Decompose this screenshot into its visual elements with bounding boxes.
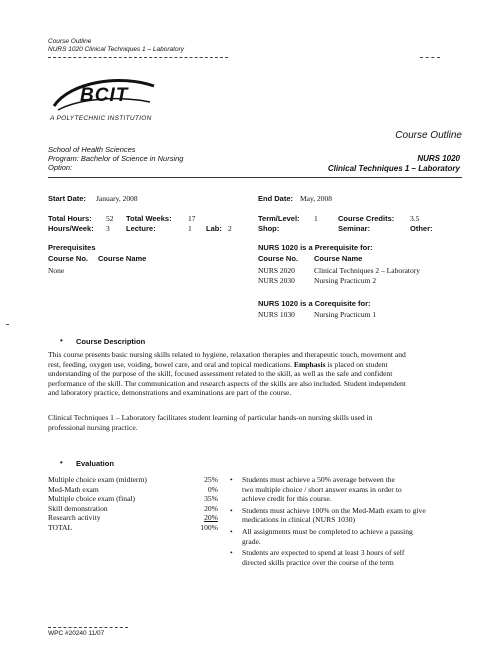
evaluation-item-value: 25% [204,475,218,484]
evaluation-item-value: 35% [204,494,218,504]
total-hours-label: Total Hours: [48,214,92,223]
description-line: Clinical Techniques 1 – Laboratory facilitates student learning of particular hands-on nursing skills used in [48,413,373,422]
margin-tick [6,324,9,325]
start-date-label: Start Date: [48,194,86,203]
lecture-label: Lecture: [126,224,156,233]
evaluation-total-label: TOTAL [48,522,73,532]
hours-week-label: Hours/Week: [48,224,94,233]
evaluation-item-label: Med-Math exam [48,484,99,494]
school-name: School of Health Sciences [48,145,136,154]
header-dash-rule [48,57,228,58]
start-date-value: January, 2008 [96,194,138,203]
prereq-for-course-name-header: Course Name [314,254,363,263]
prereq-for-row-name: Clinical Techniques 2 – Laboratory [314,266,420,275]
running-header-line2: NURS 1020 Clinical Techniques 1 – Laboratory [48,46,184,53]
prereq-for-row-name: Nursing Practicum 2 [314,276,377,285]
note-line: two multiple choice / short answer exams in order to [242,484,402,494]
bullet-icon: • [230,526,233,536]
running-header-line1: Course Outline [48,38,92,45]
bcit-logo [50,76,160,122]
evaluation-total-row [48,523,218,533]
prereq-course-name-header: Course Name [98,254,147,263]
evaluation-row [48,494,218,504]
document-type: Course Outline [395,130,462,141]
evaluation-heading: Evaluation [76,459,114,468]
emphasis-word: Emphasis [293,359,326,369]
prerequisites-heading: Prerequisites [48,243,96,252]
option-label: Option: [48,163,73,172]
term-level-value: 1 [314,214,318,223]
prereq-for-heading: NURS 1020 is a Prerequisite for: [258,243,373,252]
seminar-label: Seminar: [338,224,371,233]
note-item [230,506,470,525]
lab-label: Lab: [206,224,222,233]
description-line [48,360,468,370]
note-line: Students must achieve a 50% average between the [242,475,395,484]
prereq-course-no-header: Course No. [48,254,89,263]
bullet-icon: • [60,336,63,345]
note-item [230,475,470,504]
footer-dash-rule [48,627,128,628]
end-date-value: May, 2008 [300,194,333,203]
note-line: achieve credit for this course. [242,494,332,504]
course-credits-value: 3.5 [410,214,420,223]
note-line: Students are expected to spend at least 3 hours of self [242,548,405,558]
evaluation-item-value: 20% [204,503,218,513]
term-level-label: Term/Level: [258,214,300,223]
coreq-row-no: NURS 1030 [258,310,295,319]
description-line: professional nursing practice. [48,422,138,432]
description-line: and laboratory practice, demonstrations and examinations are part of the course. [48,388,292,398]
bullet-icon: • [230,548,233,558]
note-line: All assignments must be completed to achieve a passing [242,526,413,536]
prereq-for-row-no: NURS 2020 [258,266,295,275]
bcit-logo-text: BCIT [80,85,129,106]
lab-value: 2 [228,224,232,233]
course-code: NURS 1020 [417,154,460,163]
evaluation-item-label: Research activity [48,513,101,523]
evaluation-table [48,475,218,533]
shop-label: Shop: [258,224,280,233]
description-line: This course presents basic nursing skills related to hygiene, relaxation therapies and therapeutic touch, movement and [48,350,406,359]
description-line-text: rest, feeding, oxygen use, voiding, bowel care, and oral and topical medications. Emphasis is placed on student [48,359,388,369]
coreq-row-name: Nursing Practicum 1 [314,310,377,319]
description-paragraph-1 [48,350,468,398]
total-weeks-value: 17 [188,214,196,223]
prereq-for-row-no: NURS 2030 [258,276,295,285]
evaluation-item-label: Multiple choice exam (final) [48,494,136,504]
note-item [230,527,470,546]
evaluation-row [48,485,218,495]
evaluation-item-label: Multiple choice exam (midterm) [48,475,147,484]
evaluation-row [48,475,218,485]
evaluation-row [48,504,218,514]
lecture-value: 1 [188,224,192,233]
bcit-tagline: A POLYTECHNIC INSTITUTION [50,115,152,122]
course-credits-label: Course Credits: [338,214,395,223]
note-item [230,548,470,567]
evaluation-item-value: 20% [204,513,218,523]
evaluation-row [48,513,218,523]
note-line: grade. [242,536,261,546]
evaluation-notes [230,475,470,567]
other-label: Other: [410,224,433,233]
prereq-for-course-no-header: Course No. [258,254,299,263]
note-line: medications in clinical (NURS 1030) [242,515,356,525]
description-line: performance of the skill. The communication and research aspects of the skills are also included. Student independent [48,378,406,388]
footer-code: WPC #20240 11/07 [48,630,105,637]
course-description-heading: Course Description [76,337,146,346]
total-hours-value: 52 [106,214,114,223]
header-dash-rule-right [420,57,440,58]
prereq-value: None [48,266,65,275]
evaluation-total-value: 100% [200,522,218,532]
note-line: Students must achieve 100% on the Med-Math exam to give [242,505,426,515]
description-line: understanding of the purpose of the skill, focused assessment related to the skill, as well as the safe and confident [48,369,393,379]
hours-week-value: 3 [106,224,110,233]
total-weeks-label: Total Weeks: [126,214,172,223]
end-date-label: End Date: [258,194,294,203]
coreq-heading: NURS 1020 is a Corequisite for: [258,299,371,308]
bullet-icon: • [230,475,233,484]
description-paragraph-2 [48,413,468,432]
course-title: Clinical Techniques 1 – Laboratory [327,164,460,173]
evaluation-item-value: 0% [207,484,218,494]
evaluation-item-label: Skill demonstration [48,503,108,513]
note-line: directed skills practice over the course of the term [242,557,394,567]
bullet-icon: • [60,458,63,467]
program-name: Program: Bachelor of Science in Nursing [48,154,184,163]
section-divider [48,177,462,178]
bullet-icon: • [230,505,233,515]
